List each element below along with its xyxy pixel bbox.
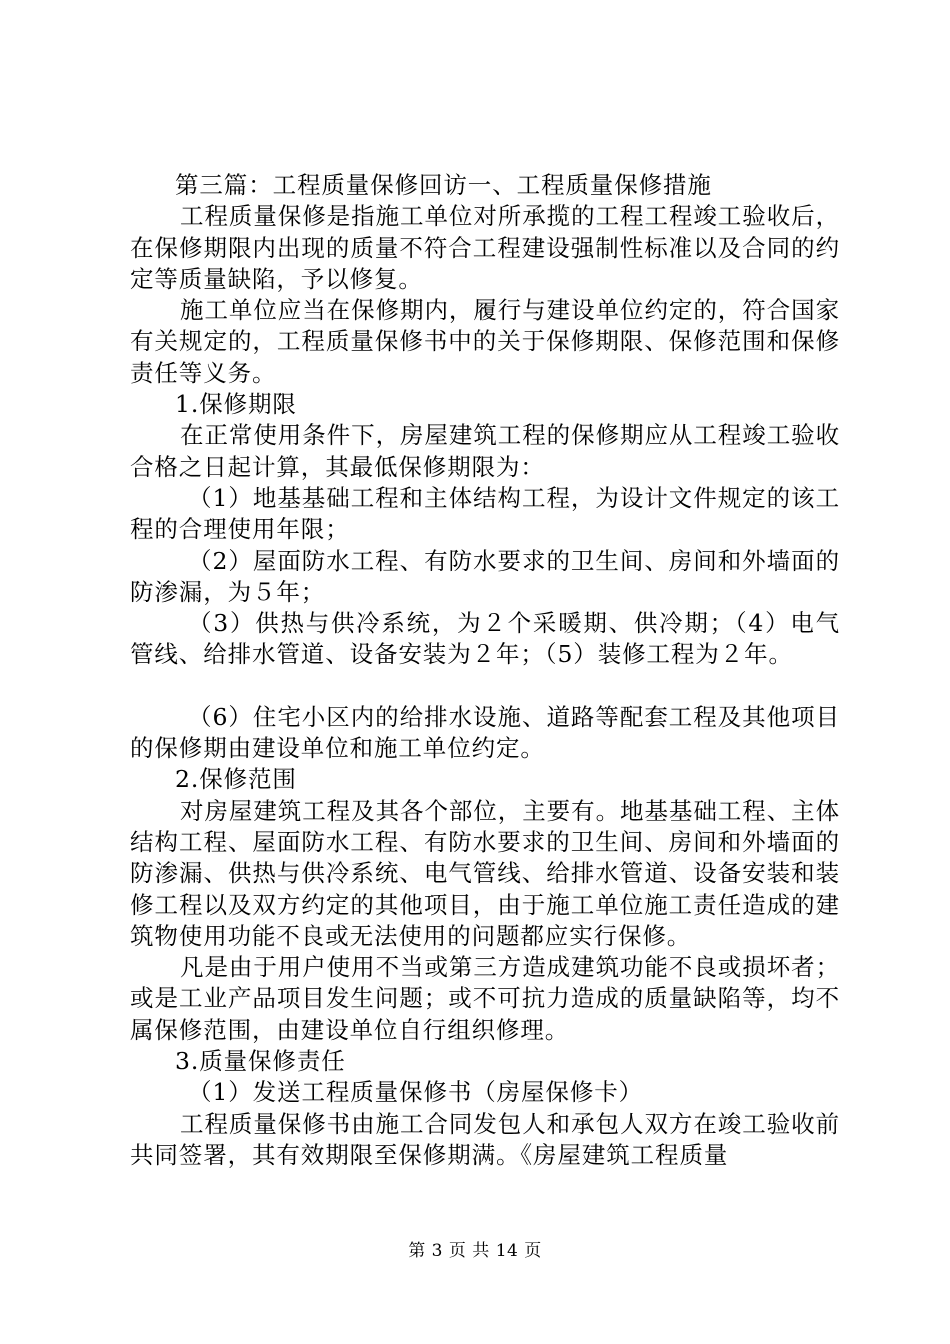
list-item-heating-electrical: （3）供热与供冷系统，为２个采暖期、供冷期；（4）电气管线、给排水管道、设备安装为２年；（5）装修工程为２年。	[130, 609, 840, 669]
page-footer: 第 3 页 共 14 页	[408, 1241, 542, 1261]
list-item-warranty-certificate: （1）发送工程质量保修书（房屋保修卡）	[188, 1078, 644, 1107]
section-heading-warranty-responsibility: 3.质量保修责任	[175, 1047, 346, 1076]
paragraph-period-intro: 在正常使用条件下，房屋建筑工程的保修期应从工程竣工验收合格之日起计算，其最低保修期限为：	[130, 421, 840, 481]
document-body	[130, 170, 840, 1171]
paragraph-scope: 对房屋建筑工程及其各个部位，主要有。地基基础工程、主体结构工程、屋面防水工程、有防水要求的卫生间、房间和外墙面的防渗漏、供热与供冷系统、电气管线、给排水管道、设备安装和装修工程以及双方约定的其他项目，由于施工单位施工责任造成的建筑物使用功能不良或无法使用的问题都应实行保修。	[130, 796, 840, 950]
list-item-waterproofing: （2）屋面防水工程、有防水要求的卫生间、房间和外墙面的防渗漏，为５年；	[130, 546, 840, 606]
section-heading-warranty-scope: 2.保修范围	[175, 765, 297, 794]
paragraph-definition: 工程质量保修是指施工单位对所承揽的工程工程竣工验收后，在保修期限内出现的质量不符合工程建设强制性标准以及合同的约定等质量缺陷，予以修复。	[130, 202, 840, 293]
list-item-foundation: （1）地基基础工程和主体结构工程，为设计文件规定的该工程的合理使用年限；	[130, 483, 840, 544]
paragraph-certificate: 工程质量保修书由施工合同发包人和承包人双方在竣工验收前共同签署，其有效期限至保修期满。《房屋建筑工程质量	[130, 1109, 840, 1169]
list-item-residential: （6）住宅小区内的给排水设施、道路等配套工程及其他项目的保修期由建设单位和施工单位约定。	[130, 702, 840, 763]
section-heading-warranty-period: 1.保修期限	[175, 390, 297, 419]
document-title: 第三篇：工程质量保修回访一、工程质量保修措施	[175, 171, 712, 199]
paragraph-exclusions: 凡是由于用户使用不当或第三方造成建筑功能不良或损坏者；或是工业产品项目发生问题；或不可抗力造成的质量缺陷等，均不属保修范围，由建设单位自行组织修理。	[130, 953, 840, 1044]
paragraph-obligation: 施工单位应当在保修期内，履行与建设单位约定的，符合国家有关规定的，工程质量保修书中的关于保修期限、保修范围和保修责任等义务。	[130, 296, 840, 387]
